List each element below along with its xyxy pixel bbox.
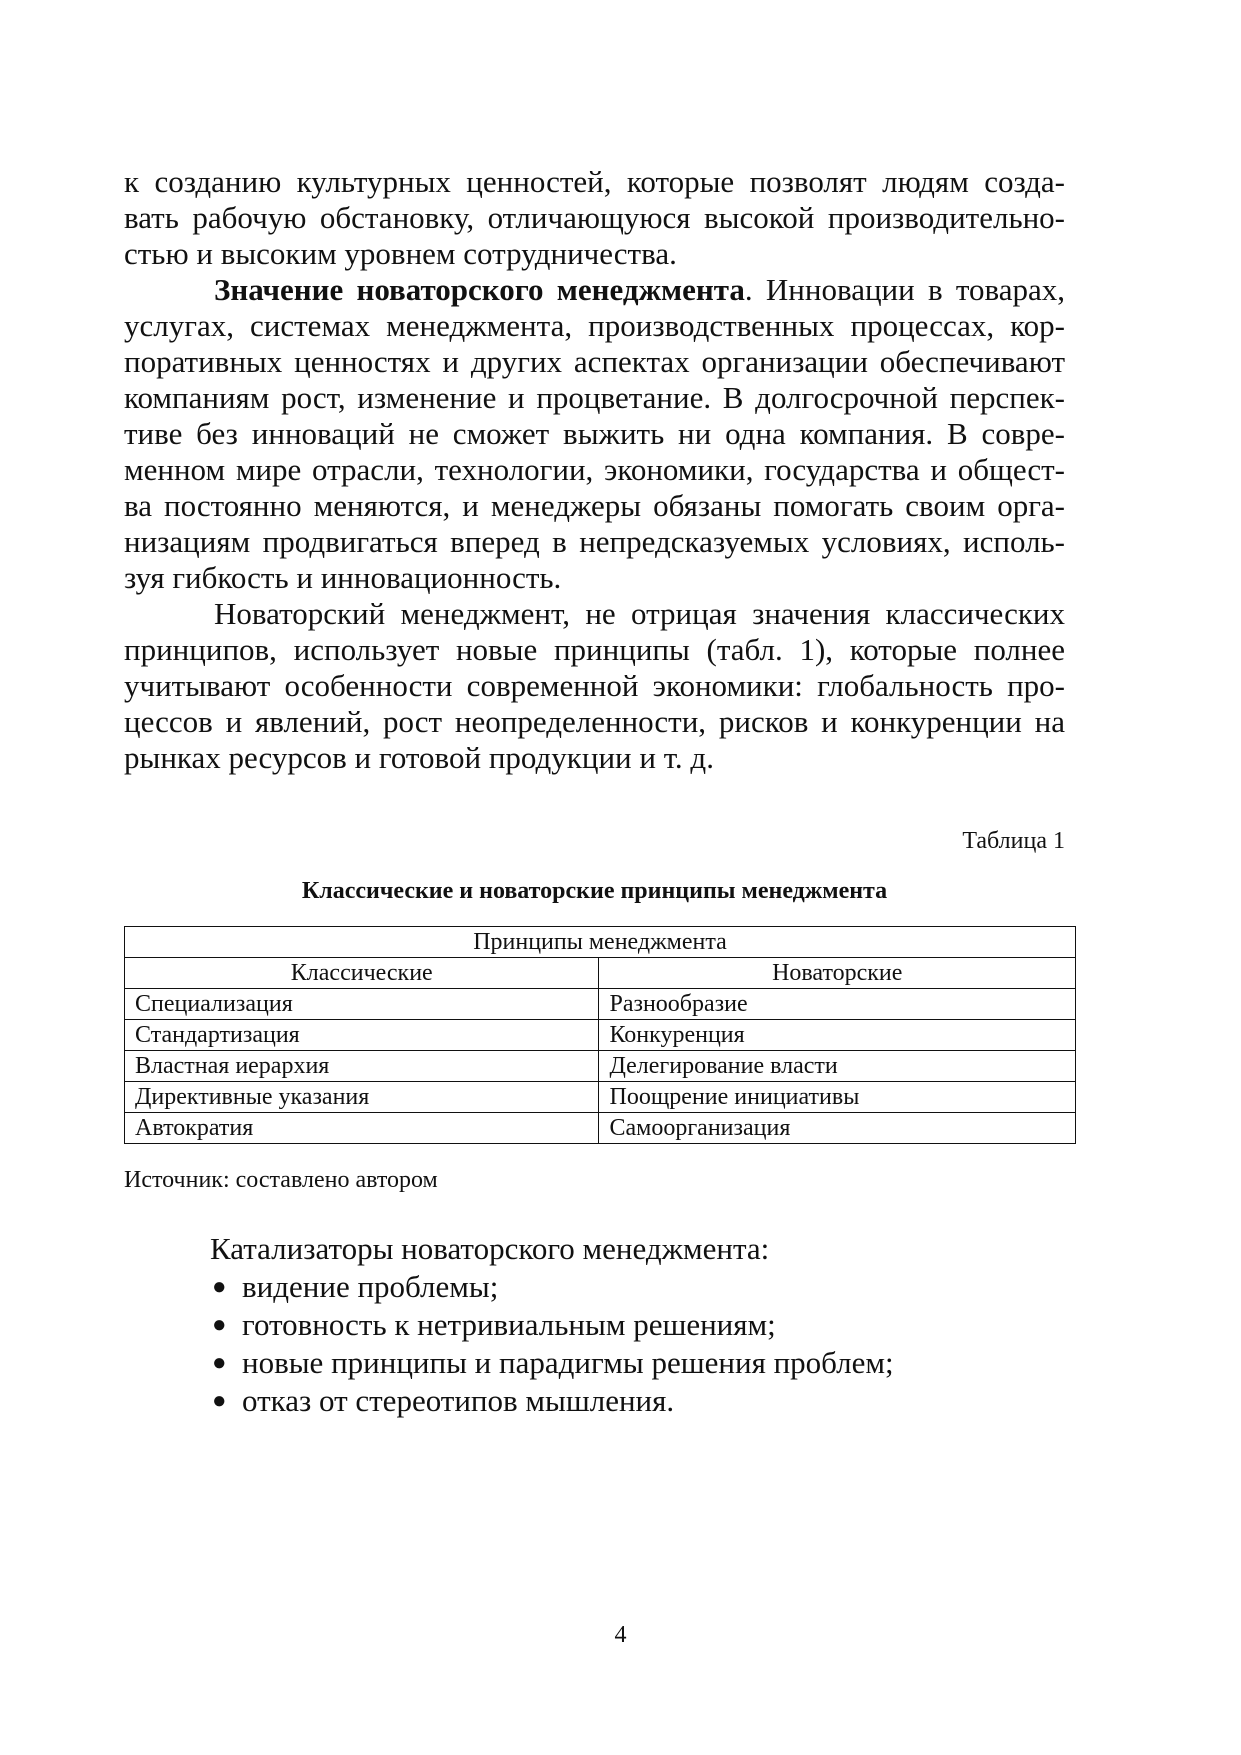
table-row xyxy=(125,989,1076,1020)
paragraph-line: учитывают особенности современной экономики: глобальность про- xyxy=(124,668,1065,703)
list-item-text: видение проблемы; xyxy=(242,1269,499,1304)
paragraph-line: вать рабочую обстановку, отличающуюся высокой производительно- xyxy=(124,200,1065,235)
table-cell: Разнообразие xyxy=(599,989,1076,1020)
paragraph-line: компаниям рост, изменение и процветание. В долгосрочной перспек- xyxy=(124,380,1065,415)
table-title: Классические и новаторские принципы менеджмента xyxy=(301,878,888,904)
table-row xyxy=(125,1113,1076,1144)
table-label: Таблица 1 xyxy=(962,828,1065,854)
paragraph-heading: Значение новаторского менеджмента xyxy=(214,272,745,307)
paragraph-continuation xyxy=(124,164,1065,272)
catalysts-list xyxy=(210,1268,894,1420)
paragraph-line: рынках ресурсов и готовой продукции и т. д. xyxy=(124,740,714,775)
paragraph-line: ва постоянно меняются, и менеджеры обязаны помогать своим орга- xyxy=(124,488,1065,523)
paragraph-significance xyxy=(124,272,1065,596)
paragraph-line: менном мире отрасли, технологии, экономики, государства и общест- xyxy=(124,452,1065,487)
table-header: Принципы менеджмента xyxy=(125,927,1076,958)
list-item xyxy=(210,1382,894,1420)
table-cell: Стандартизация xyxy=(125,1020,599,1051)
paragraph-line: поративных ценностях и других аспектах организации обеспечивают xyxy=(124,344,1065,379)
list-item xyxy=(210,1268,894,1306)
column-header-innovative: Новаторские xyxy=(599,958,1076,989)
list-item xyxy=(210,1344,894,1382)
paragraph-line: к созданию культурных ценностей, которые позволят людям созда- xyxy=(124,164,1065,199)
list-item xyxy=(210,1306,894,1344)
table-header-row xyxy=(125,927,1076,958)
paragraph-line: цессов и явлений, рост неопределенности, рисков и конкуренции на xyxy=(124,704,1065,739)
bullet-icon: ● xyxy=(212,1274,227,1300)
paragraph-line: тиве без инноваций не сможет выжить ни одна компания. В совре- xyxy=(124,416,1065,451)
column-header-classic: Классические xyxy=(125,958,599,989)
table-source: Источник: составлено автором xyxy=(124,1167,438,1193)
paragraph-heading-rest: . Инновации в товарах, xyxy=(744,272,1065,307)
catalysts-intro: Катализаторы новаторского менеджмента: xyxy=(210,1231,770,1266)
list-item-text: отказ от стереотипов мышления. xyxy=(242,1383,675,1418)
paragraph-line: Новаторский менеджмент, не отрицая значения классических xyxy=(214,596,1065,631)
table-row xyxy=(125,1082,1076,1113)
list-item-text: новые принципы и парадигмы решения проблем; xyxy=(242,1345,894,1380)
bullet-icon: ● xyxy=(212,1388,227,1414)
bullet-icon: ● xyxy=(212,1312,227,1338)
table-cell: Властная иерархия xyxy=(125,1051,599,1082)
bullet-icon: ● xyxy=(212,1350,227,1376)
paragraph-line: низациям продвигаться вперед в непредсказуемых условиях, исполь- xyxy=(124,524,1065,559)
page-number: 4 xyxy=(614,1622,627,1648)
table-cell: Директивные указания xyxy=(125,1082,599,1113)
principles-table xyxy=(124,926,1076,1144)
table-cell: Конкуренция xyxy=(599,1020,1076,1051)
paragraph-line: зуя гибкость и инновационность. xyxy=(124,560,562,595)
table-cell: Специализация xyxy=(125,989,599,1020)
catalysts-section xyxy=(210,1230,894,1420)
paragraph-line: услугах, системах менеджмента, производственных процессах, кор- xyxy=(124,308,1065,343)
list-item-text: готовность к нетривиальным решениям; xyxy=(242,1307,776,1342)
paragraph-line: принципов, использует новые принципы (табл. 1), которые полнее xyxy=(124,632,1065,667)
table-cell: Самоорганизация xyxy=(599,1113,1076,1144)
table-cell: Делегирование власти xyxy=(599,1051,1076,1082)
table-row xyxy=(125,1020,1076,1051)
table-row xyxy=(125,1051,1076,1082)
paragraph-line xyxy=(124,272,1065,308)
table-column-row xyxy=(125,958,1076,989)
paragraph-line: стью и высоким уровнем сотрудничества. xyxy=(124,236,677,271)
paragraph-principles xyxy=(124,596,1065,776)
table-cell: Поощрение инициативы xyxy=(599,1082,1076,1113)
table-cell: Автократия xyxy=(125,1113,599,1144)
